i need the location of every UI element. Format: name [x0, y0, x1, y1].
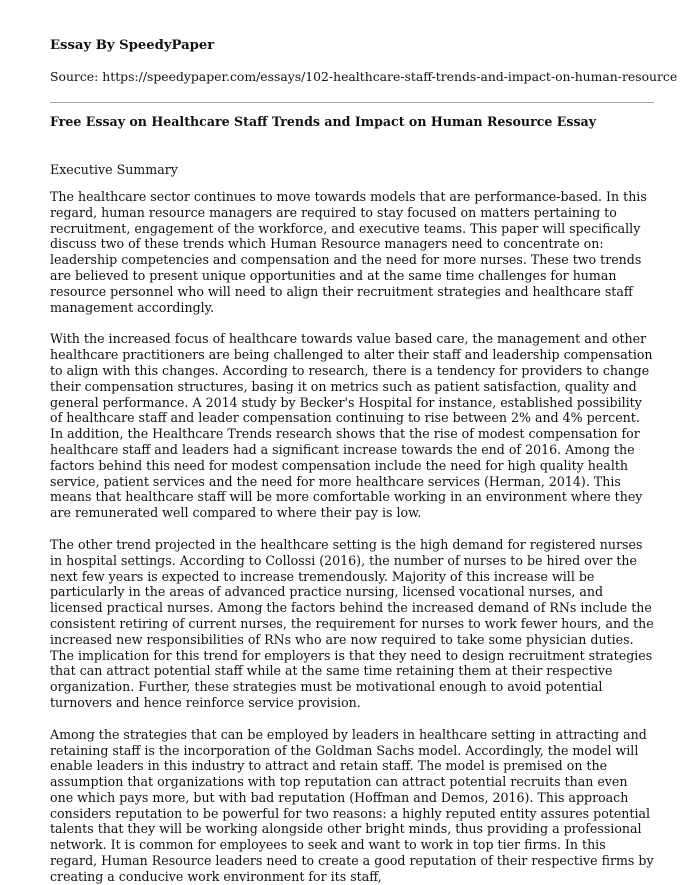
paragraph-3: The other trend projected in the healthcare setting is the high demand for registered nurses in hospital settings. According to Collossi (2016), the number of nurses to be hired over the next few years is expected to increase tremendously. Majority of this increase will be particularly in the areas of advanced practice nursing, licensed vocational nurses, and licensed practical nurses. Among the factors behind the increased demand of RNs include the consistent retiring of current nurses, the requirement for nurses to work fewer hours, and the increased new responsibilities of RNs who are now required to take some physician duties. The implication for this trend for employers is that they need to design recruitment strategies that can attract potential staff while at the same time retaining them at their respective organization. Further, these strategies must be motivational enough to avoid potential turnovers and hence reinforce service provision.	[50, 536, 654, 710]
brand-heading: Essay By SpeedyPaper	[50, 38, 215, 53]
paragraph-1: The healthcare sector continues to move towards models that are performance-based. In this regard, human resource managers are required to stay focused on matters pertaining to recruitment, engagement of the workforce, and executive teams. This paper will specifically discuss two of these trends which Human Resource managers need to concentrate on: leadership competencies and compensation and the need for more nurses. These two trends are believed to present unique opportunities and at the same time challenges for human resource personnel who will need to align their recruitment strategies and healthcare staff management accordingly.	[50, 189, 647, 315]
source-line: Source: https://speedypaper.com/essays/102-healthcare-staff-trends-and-impact-on-human-resource	[50, 69, 678, 84]
section-heading: Executive Summary	[50, 162, 178, 177]
paragraph-2: With the increased focus of healthcare towards value based care, the management and other healthcare practitioners are being challenged to alter their staff and leadership compensation to align with this changes. According to research, there is a tendency for providers to change their compensation structures, basing it on metrics such as patient satisfaction, quality and general performance. A 2014 study by Becker's Hospital for instance, established possibility of healthcare staff and leader compensation continuing to rise between 2% and 4% percent. In addition, the Healthcare Trends research shows that the rise of modest compensation for healthcare staff and leaders had a significant increase towards the end of 2016. Among the factors behind this need for modest compensation include the need for high quality health service, patient services and the need for more healthcare services (Herman, 2014). This means that healthcare staff will be more comfortable working in an environment where they are remunerated well compared to where their pay is low.	[50, 331, 653, 521]
paragraph-4: Among the strategies that can be employed by leaders in healthcare setting in attracting and retaining staff is the incorporation of the Goldman Sachs model. Accordingly, the model will enable leaders in this industry to attract and retain staff. The model is premised on the assumption that organizations with top reputation can attract potential recruits than even one which pays more, but with bad reputation (Hoffman and Demos, 2016). This approach considers reputation to be powerful for two reasons: a highly reputed entity assures potential talents that they will be working alongside other bright minds, thus providing a professional network. It is common for employees to seek and want to work in top tier firms. In this regard, Human Resource leaders need to create a good reputation of their respective firms by creating a conducive work environment for its staff,	[50, 726, 654, 884]
essay-page	[50, 38, 678, 885]
divider	[50, 102, 654, 103]
essay-title: Free Essay on Healthcare Staff Trends and Impact on Human Resource Essay	[50, 114, 597, 129]
